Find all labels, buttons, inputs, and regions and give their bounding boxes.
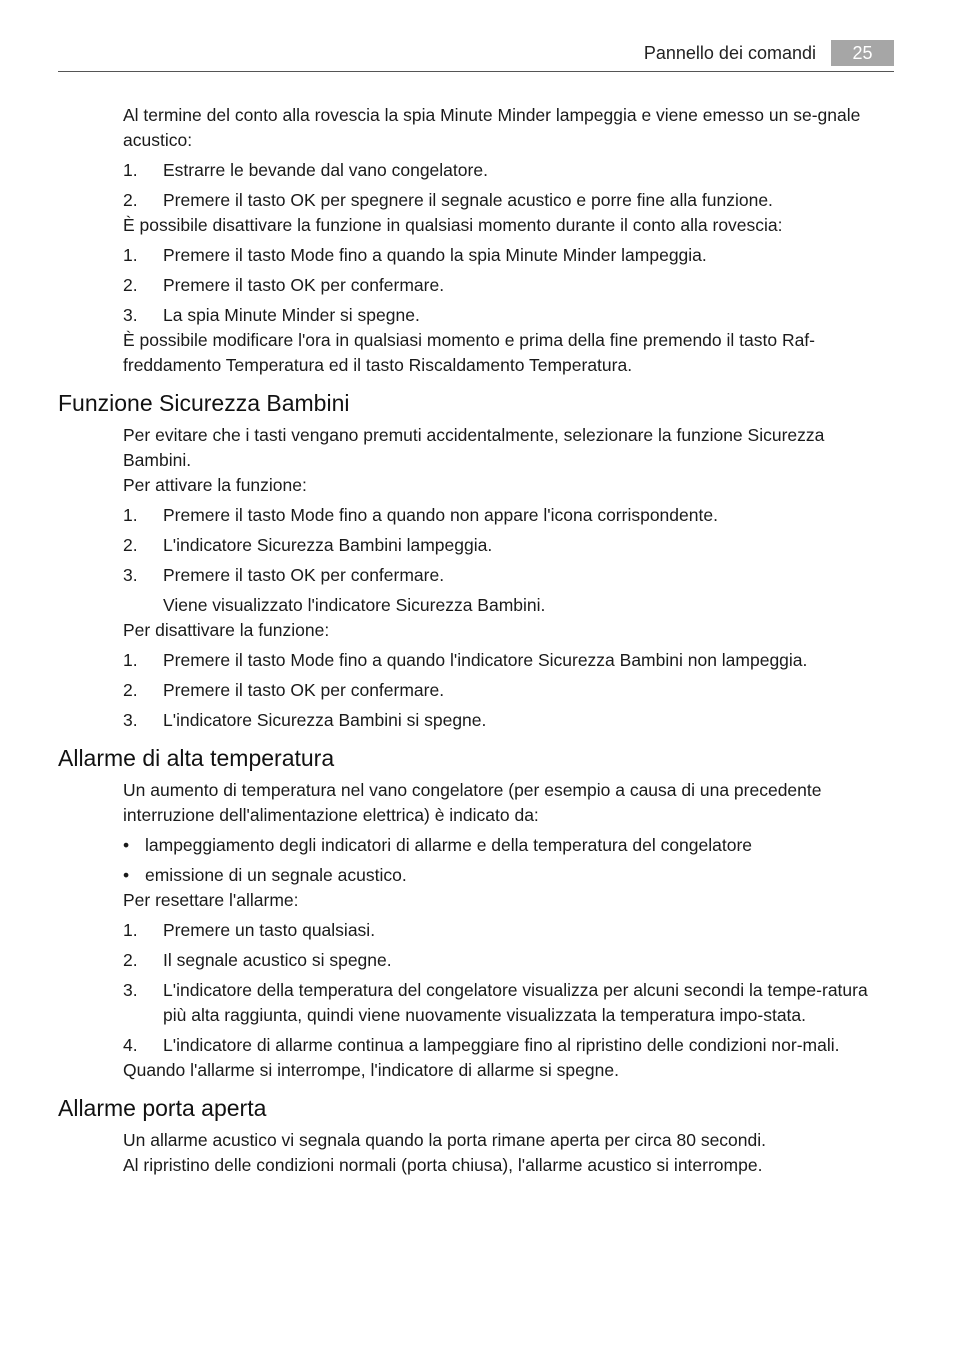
- page-content: [0, 103, 954, 1178]
- list-number: 2.: [123, 680, 138, 700]
- list-text: Premere il tasto Mode fino a quando non appare l'icona corrispondente.: [163, 505, 718, 525]
- list-text: Premere il tasto OK per confermare.: [163, 680, 445, 700]
- list-item: [123, 978, 883, 1028]
- list-text: L'indicatore Sicurezza Bambini lampeggia.: [163, 535, 493, 555]
- list-number: 2.: [123, 190, 138, 210]
- paragraph: Per attivare la funzione:: [123, 475, 307, 495]
- paragraph: Per evitare che i tasti vengano premuti accidentalmente, selezionare la funzione Sicurezza Bambini.: [123, 425, 825, 470]
- list-item: [123, 948, 883, 973]
- page-header: [58, 40, 894, 72]
- list-number: 1.: [123, 505, 138, 525]
- list-text: Premere il tasto Mode fino a quando la spia Minute Minder lampeggia.: [163, 245, 707, 265]
- list-text: Premere un tasto qualsiasi.: [163, 920, 376, 940]
- bullet-text: lampeggiamento degli indicatori di allarme e della temperatura del congelatore: [145, 835, 753, 855]
- list-text: Premere il tasto OK per spegnere il segnale acustico e porre fine alla funzione.: [163, 190, 773, 210]
- list-number: 1.: [123, 160, 138, 180]
- bullet-item: [123, 863, 883, 888]
- list-text: L'indicatore della temperatura del congelatore visualizza per alcuni secondi la tempe-ratura più alta raggiunta, quindi viene nuovamente visualizzata la temperatura impo-stata.: [163, 980, 868, 1025]
- section-heading: Allarme di alta temperatura: [58, 745, 335, 771]
- list-item: [123, 303, 883, 328]
- list-text: L'indicatore Sicurezza Bambini si spegne.: [163, 710, 487, 730]
- bullet-icon: •: [123, 835, 130, 855]
- list-number: 3.: [123, 305, 138, 325]
- paragraph: Un aumento di temperatura nel vano congelatore (per esempio a causa di una precedente interruzione dell'alimentazione elettrica) è indicato da:: [123, 780, 822, 825]
- list-item: [123, 503, 883, 528]
- list-text: La spia Minute Minder si spegne.: [163, 305, 420, 325]
- list-number: 3.: [123, 980, 138, 1000]
- bullet-icon: •: [123, 865, 130, 885]
- bullet-text: emissione di un segnale acustico.: [145, 865, 407, 885]
- paragraph: Per disattivare la funzione:: [123, 620, 330, 640]
- list-item: [123, 918, 883, 943]
- list-item: [123, 563, 883, 588]
- list-text: Premere il tasto OK per confermare.: [163, 565, 445, 585]
- list-number: 2.: [123, 950, 138, 970]
- list-text: Premere il tasto Mode fino a quando l'indicatore Sicurezza Bambini non lampeggia.: [163, 650, 808, 670]
- list-number: 2.: [123, 535, 138, 555]
- list-item: [123, 158, 883, 183]
- list-item: [123, 533, 883, 558]
- list-item: [123, 243, 883, 268]
- list-number: 1.: [123, 920, 138, 940]
- list-number: 1.: [123, 650, 138, 670]
- list-item: [123, 188, 883, 213]
- list-text: Premere il tasto OK per confermare.: [163, 275, 445, 295]
- page-number: 25: [831, 40, 894, 66]
- list-text: L'indicatore di allarme continua a lampeggiare fino al ripristino delle condizioni nor-mali.: [163, 1035, 840, 1055]
- section-heading: Funzione Sicurezza Bambini: [58, 390, 350, 416]
- paragraph: Al ripristino delle condizioni normali (porta chiusa), l'allarme acustico si interrompe.: [123, 1155, 763, 1175]
- paragraph: È possibile modificare l'ora in qualsiasi momento e prima della fine premendo il tasto Raf-freddamento Temperatura ed il tasto Riscaldamento Temperatura.: [123, 330, 816, 375]
- list-item: [123, 708, 883, 733]
- step-result: Viene visualizzato l'indicatore Sicurezza Bambini.: [163, 595, 546, 615]
- list-number: 3.: [123, 710, 138, 730]
- list-item: [123, 1033, 883, 1058]
- paragraph: Un allarme acustico vi segnala quando la porta rimane aperta per circa 80 secondi.: [123, 1130, 766, 1150]
- list-item: [123, 648, 883, 673]
- paragraph: Al termine del conto alla rovescia la spia Minute Minder lampeggia e viene emesso un se-gnale acustico:: [123, 105, 861, 150]
- paragraph: Quando l'allarme si interrompe, l'indicatore di allarme si spegne.: [123, 1060, 619, 1080]
- list-item: [123, 273, 883, 298]
- list-number: 2.: [123, 275, 138, 295]
- list-number: 4.: [123, 1035, 138, 1055]
- section-heading: Allarme porta aperta: [58, 1095, 267, 1121]
- list-item: [123, 678, 883, 703]
- list-text: Il segnale acustico si spegne.: [163, 950, 392, 970]
- list-text: Estrarre le bevande dal vano congelatore.: [163, 160, 488, 180]
- list-number: 3.: [123, 565, 138, 585]
- header-title: Pannello dei comandi: [643, 43, 816, 63]
- paragraph: Per resettare l'allarme:: [123, 890, 299, 910]
- list-number: 1.: [123, 245, 138, 265]
- paragraph: È possibile disattivare la funzione in qualsiasi momento durante il conto alla rovescia:: [123, 215, 783, 235]
- bullet-item: [123, 833, 883, 858]
